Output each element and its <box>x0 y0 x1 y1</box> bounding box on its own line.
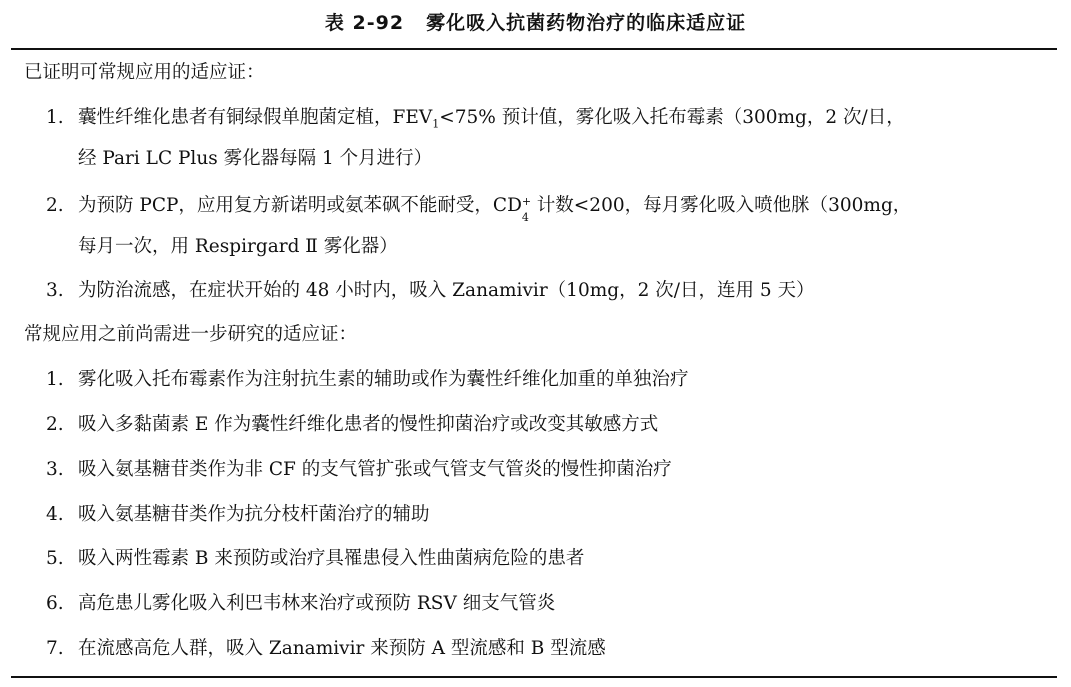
cd4-marker: + 4 <box>521 195 532 224</box>
research-item-1 <box>46 366 1056 394</box>
item-text-line: 吸入两性霉素 B 来预防或治疗具罹患侵入性曲菌病危险的患者 <box>78 548 585 569</box>
item-text-line: 经 Pari LC Plus 雾化器每隔 1 个月进行） <box>78 148 433 169</box>
proven-item-2 <box>46 192 1056 261</box>
item-text-line: 吸入氨基糖苷类作为抗分枝杆菌治疗的辅助 <box>78 504 430 525</box>
research-item-7 <box>46 635 1056 663</box>
item-text-line: 为防治流感，在症状开始的 48 小时内，吸入 Zanamivir（10mg，2 次/日，连用 5 天） <box>78 280 815 301</box>
proven-item-1 <box>46 104 1056 173</box>
table-number: 表 2-92 <box>324 12 405 34</box>
item-number: 5. <box>46 548 64 569</box>
research-item-5 <box>46 545 1056 573</box>
item-number: 7. <box>46 638 64 659</box>
item-text-line: 高危患儿雾化吸入利巴韦林来治疗或预防 RSV 细支气管炎 <box>78 593 556 614</box>
table-caption: 雾化吸入抗菌药物治疗的临床适应证 <box>426 12 747 34</box>
section-heading-proven: 已证明可常规应用的适应证： <box>24 62 265 83</box>
table-title <box>0 8 1071 38</box>
item-text-line: 雾化吸入托布霉素作为注射抗生素的辅助或作为囊性纤维化加重的单独治疗 <box>78 369 689 390</box>
item-text-line: 吸入多黏菌素 E 作为囊性纤维化患者的慢性抑菌治疗或改变其敏感方式 <box>78 414 659 435</box>
item-number: 2. <box>46 195 64 216</box>
bottom-rule <box>11 676 1057 678</box>
research-item-2 <box>46 411 1056 439</box>
item-number: 1. <box>46 369 64 390</box>
research-item-4 <box>46 501 1056 529</box>
item-text-line: 每月一次，用 Respirgard Ⅱ 雾化器） <box>78 236 398 257</box>
item-text-line: 囊性纤维化患者有铜绿假单胞菌定植，$FEV_1<75\%$ 预计值，雾化吸入托布霉素（300mg，2 次/日， <box>78 107 905 131</box>
subscript: 1 <box>432 117 440 131</box>
item-number: 6. <box>46 593 64 614</box>
item-number: 3. <box>46 459 64 480</box>
item-number: 1. <box>46 107 64 128</box>
item-text-line: 吸入氨基糖苷类作为非 CF 的支气管扩张或气管支气管炎的慢性抑菌治疗 <box>78 459 672 480</box>
item-text-line: 为预防 PCP，应用复方新诺明或氨苯砜不能耐受，CD + 4 计数<200，每月雾化吸入喷他脒（300mg， <box>46 192 1056 220</box>
item-number: 2. <box>46 414 64 435</box>
top-rule <box>11 48 1057 50</box>
research-item-6 <box>46 590 1056 618</box>
proven-item-3 <box>46 277 1056 305</box>
research-item-3 <box>46 456 1056 484</box>
section-heading-research: 常规应用之前尚需进一步研究的适应证： <box>24 324 358 345</box>
item-number: 4. <box>46 504 64 525</box>
item-number: 3. <box>46 280 64 301</box>
item-text-line: 在流感高危人群，吸入 Zanamivir 来预防 A 型流感和 B 型流感 <box>78 638 606 659</box>
